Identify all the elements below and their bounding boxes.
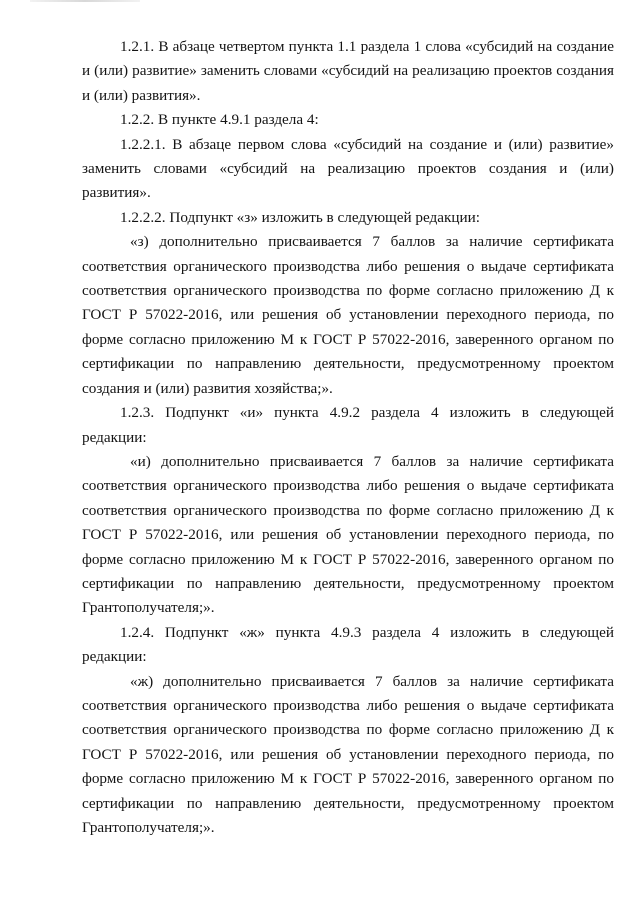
quoted-subitem-z: «з) дополнительно присваивается 7 баллов за наличие сертификата соответствия органического производства либо решения о выдаче сертификата соответствия органического производства по форме согласно приложению Д к ГОСТ Р 57022-2016, или решения об установлении переходного периода, по форме согласно приложению М к ГОСТ Р 57022-2016, заверенного органом по сертификации по направлению деятельности, предусмотренному проектом создания и (или) развития хозяйства;».	[82, 233, 614, 397]
paragraph-1-2-3: 1.2.3. Подпункт «и» пункта 4.9.2 раздела 4 изложить в следующей редакции:	[82, 404, 614, 446]
paragraph-1-2-2: 1.2.2. В пункте 4.9.1 раздела 4:	[120, 111, 319, 129]
paragraph-1-2-4: 1.2.4. Подпункт «ж» пункта 4.9.3 раздела 4 изложить в следующей редакции:	[82, 623, 614, 666]
quoted-subitem-i: «и) дополнительно присваивается 7 баллов за наличие сертификата соответствия органического производства либо решения о выдаче сертификата соответствия органического производства по форме согласно приложению Д к ГОСТ Р 57022-2016, или решения об установлении переходного периода, по форме согласно приложению М к ГОСТ Р 57022-2016, заверенного органом по сертификации по направлению деятельности, предусмотренному проектом Грантополучателя;».	[82, 452, 614, 617]
paragraph-1-2-2-1: 1.2.2.1. В абзаце первом слова «субсидий на создание и (или) развитие» заменить словами «субсидий на реализацию проектов создания и (или) развития».	[82, 135, 614, 202]
paragraph-1-2-2-2: 1.2.2.2. Подпункт «з» изложить в следующей редакции:	[120, 208, 480, 226]
paragraph-1-2-1: 1.2.1. В абзаце четвертом пункта 1.1 раздела 1 слова «субсидий на создание и (или) развитие» заменить словами «субсидий на реализацию проектов создания и (или) развития».	[82, 38, 614, 104]
scan-edge-mark	[30, 0, 140, 2]
quoted-subitem-zh: «ж) дополнительно присваивается 7 баллов за наличие сертификата соответствия органического производства либо решения о выдаче сертификата соответствия органического производства по форме согласно приложению Д к ГОСТ Р 57022-2016, или решения об установлении переходного периода, по форме согласно приложению М к ГОСТ Р 57022-2016, заверенного органом по сертификации по направлению деятельности, предусмотренному проектом Грантополучателя;».	[82, 672, 614, 836]
document-body	[82, 35, 614, 840]
